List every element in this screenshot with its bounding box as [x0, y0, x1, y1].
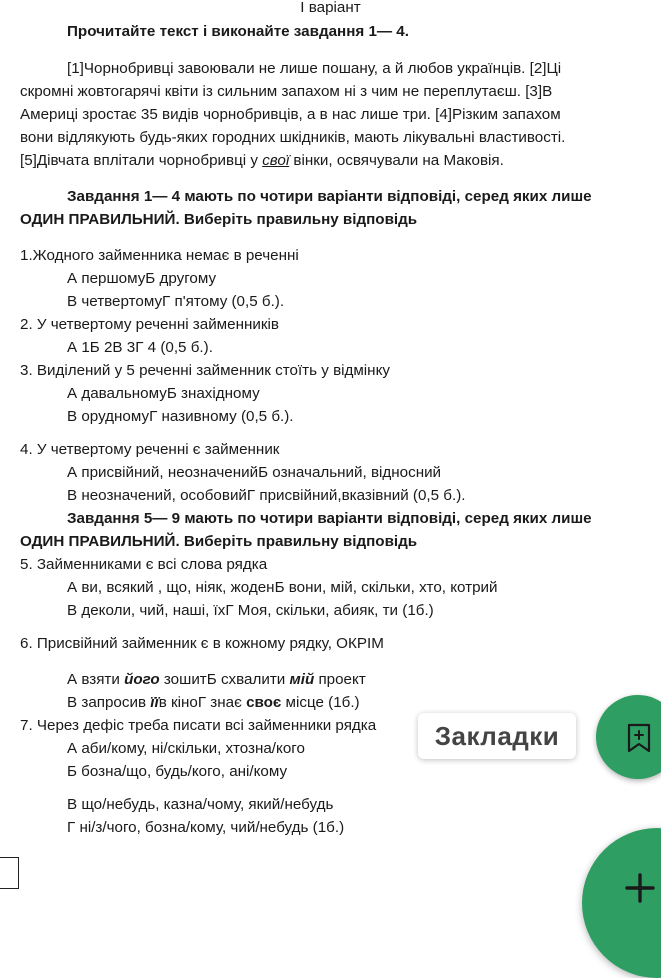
emphasized-pronoun: мій	[289, 671, 315, 688]
paragraph-line: Америці зростає 35 видів чорнобривців, а в нас лише три. [4]Різким запахом	[20, 106, 561, 123]
question-4-option: А присвійний, неозначенийБ означальний, відносний	[67, 464, 442, 481]
question-1-option: А першомуБ другому	[67, 270, 217, 287]
text-span: проект	[314, 671, 366, 688]
question-6-option	[67, 670, 366, 690]
paragraph-line: скромні жовтогарячі квіти із сильним запахом ні з чим не переплутаєш. [3]В	[20, 83, 553, 100]
highlighted-pronoun: свої	[262, 152, 290, 169]
text-span: вінки, освячували на Маковія.	[289, 152, 504, 169]
question-7-option: Б бозна/що, будь/кого, ані/кому	[67, 763, 288, 780]
question-5-option: В деколи, чий, наші, їхГ Моя, скільки, абияк, ти (1б.)	[67, 602, 434, 619]
question-2-option: А 1Б 2В 3Г 4 (0,5 б.).	[67, 339, 213, 356]
text-span: [5]Дівчата вплітали чорнобривці у	[20, 152, 263, 169]
question-3-title: 3. Виділений у 5 реченні займенник стоїть у відмінку	[20, 362, 390, 379]
question-4-title: 4. У четвертому реченні є займенник	[20, 441, 280, 458]
question-7-option: А аби/кому, ні/скільки, хтозна/кого	[67, 740, 305, 757]
text-span: А взяти	[67, 671, 125, 688]
bookmarks-button[interactable]: Закладки	[418, 713, 576, 759]
task-header-1: Завдання 1— 4 мають по чотири варіанти відповіді, серед яких лише	[67, 188, 592, 205]
question-3-option: А давальномуБ знахідному	[67, 385, 260, 402]
text-span: зошитБ схвалити	[159, 671, 290, 688]
emphasized-pronoun: її	[150, 694, 159, 711]
bookmark-add-icon	[626, 723, 652, 753]
text-span: В запросив	[67, 694, 151, 711]
variant-title: І варіант	[300, 0, 361, 16]
question-1-title: 1.Жодного займенника немає в реченні	[20, 247, 299, 264]
task-header-2: Завдання 5— 9 мають по чотири варіанти відповіді, серед яких лише	[67, 510, 592, 527]
question-5-option: А ви, всякий , що, ніяк, жоденБ вони, мій, скільки, хто, котрий	[67, 579, 498, 596]
paragraph-line: вони відлякують будь-яких городних шкідників, мають лікувальні властивості.	[20, 129, 566, 146]
question-7-title: 7. Через дефіс треба писати всі займенники рядка	[20, 717, 377, 734]
task-header-1-line2: ОДИН ПРАВИЛЬНИЙ. Виберіть правильну відповідь	[20, 211, 418, 228]
question-3-option: В орудномуГ називному (0,5 б.).	[67, 408, 294, 425]
question-7-option: В що/небудь, казна/чому, який/небудь	[67, 796, 334, 813]
reading-instruction: Прочитайте текст і виконайте завдання 1— 4.	[67, 23, 409, 40]
emphasized-pronoun: своє	[246, 694, 282, 711]
question-2-title: 2. У четвертому реченні займенників	[20, 316, 279, 333]
text-span: місце (1б.)	[281, 694, 360, 711]
emphasized-pronoun: його	[124, 671, 160, 688]
question-6-title: 6. Присвійний займенник є в кожному рядку, ОКРІМ	[20, 635, 384, 652]
paragraph-line	[20, 151, 504, 171]
question-5-title: 5. Займенниками є всі слова рядка	[20, 556, 268, 573]
plus-icon	[624, 872, 656, 904]
page-corner-marker	[0, 857, 19, 889]
paragraph-line: [1]Чорнобривці завоювали не лише пошану, а й любов українців. [2]Ці	[67, 60, 562, 77]
question-1-option: В четвертомуГ п'ятому (0,5 б.).	[67, 293, 285, 310]
question-6-option	[67, 693, 360, 713]
task-header-2-line2: ОДИН ПРАВИЛЬНИЙ. Виберіть правильну відповідь	[20, 533, 418, 550]
question-7-option: Г ні/з/чого, бозна/кому, чий/небудь (1б.)	[67, 819, 345, 836]
text-span: в кіноГ знає	[158, 694, 247, 711]
question-4-option: В неозначений, особовийГ присвійний,вказівний (0,5 б.).	[67, 487, 466, 504]
